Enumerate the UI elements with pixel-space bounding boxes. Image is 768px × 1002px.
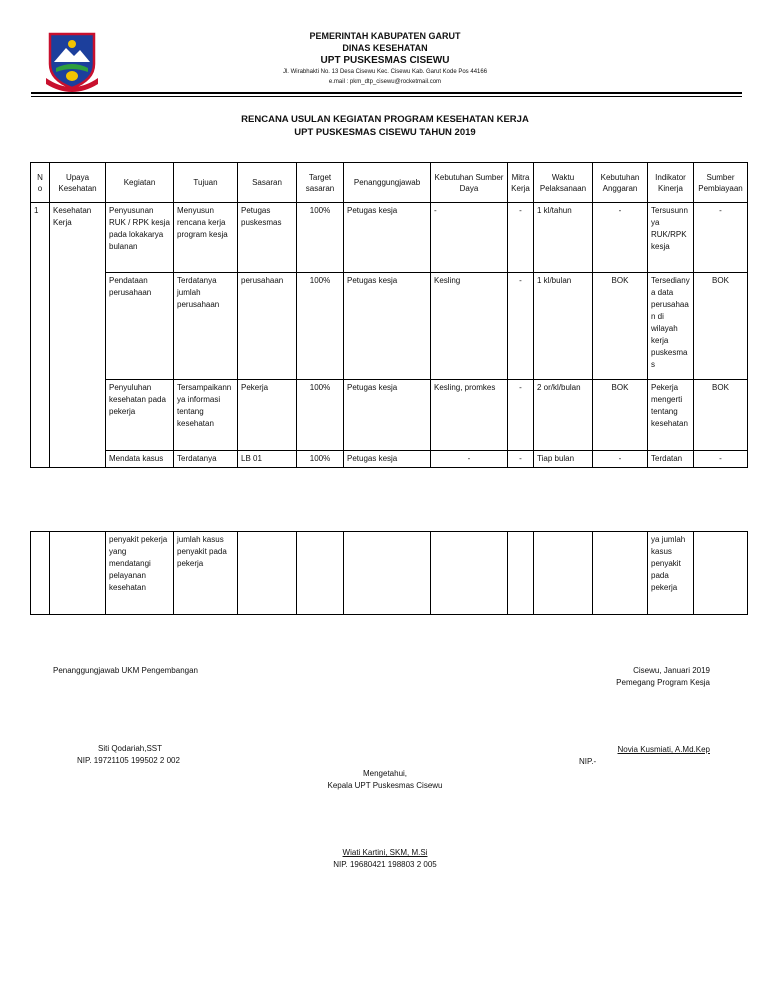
letterhead-line-1: PEMERINTAH KABUPATEN GARUT [309, 31, 461, 41]
header-no: N o [31, 163, 50, 203]
cell-tujuan: Tersampaikannya informasi tentang kesehatan [174, 380, 238, 451]
left-signer-name: Siti Qodariah,SST [98, 744, 163, 753]
garut-regency-logo [44, 30, 100, 92]
cell-sasaran: LB 01 [238, 451, 297, 468]
cell-pembiayaan: BOK [694, 273, 748, 380]
center-signer-name: Wiati Kartini, SKM, M.Si [342, 848, 428, 857]
header-pembiayaan: Sumber Pembiayaan [694, 163, 748, 203]
header-sasaran: Sasaran [238, 163, 297, 203]
table-row [31, 532, 748, 615]
cell-waktu: 1 kl/bulan [534, 273, 593, 380]
cell-no: 1 [31, 203, 50, 468]
center-signer-role: Kepala UPT Puskesmas Cisewu [327, 781, 443, 790]
right-signer-nip: NIP.- [579, 757, 597, 766]
cell-indikator: Tersedianya data perusahaan di wilayah kerja puskesmas [648, 273, 694, 380]
cell-anggaran: BOK [593, 273, 648, 380]
cell-sasaran: Pekerja [238, 380, 297, 451]
table-row [31, 380, 748, 451]
table-row [31, 203, 748, 273]
header-upaya: Upaya Kesehatan [50, 163, 106, 203]
cell-target: 100% [297, 273, 344, 380]
header-kegiatan: Kegiatan [106, 163, 174, 203]
header-indikator: Indikator Kinerja [648, 163, 694, 203]
cell-sasaran: Petugas puskesmas [238, 203, 297, 273]
cell-sasaran: perusahaan [238, 273, 297, 380]
cell-anggaran: - [593, 203, 648, 273]
header-mitra: Mitra Kerja [508, 163, 534, 203]
right-signer-name: Novia Kusmiati, A.Md.Kep [617, 745, 710, 754]
cell-tujuan: jumlah kasus penyakit pada pekerja [174, 532, 238, 615]
cell-sumber-daya: - [431, 451, 508, 468]
table-row [31, 451, 748, 468]
letterhead-email: e.mail : pkm_dtp_cisewu@rocketmail.com [328, 79, 442, 85]
table-row [31, 273, 748, 380]
header-sumber-daya: Kebutuhan Sumber Daya [431, 163, 508, 203]
cell-target: 100% [297, 451, 344, 468]
cell-mitra: - [508, 273, 534, 380]
letterhead-rule-thin [31, 96, 742, 97]
header-target: Target sasaran [297, 163, 344, 203]
cell-mitra: - [508, 451, 534, 468]
cell-penanggungjawab: Petugas kesja [344, 203, 431, 273]
cell-target: 100% [297, 203, 344, 273]
cell-target: 100% [297, 380, 344, 451]
cell-indikator: Tersusunnya RUK/RPK kesja [648, 203, 694, 273]
cell-tujuan: Terdatanya jumlah perusahaan [174, 273, 238, 380]
header-penanggungjawab: Penanggungjawab [344, 163, 431, 203]
right-signer-role: Pemegang Program Kesja [616, 678, 710, 687]
cell-tujuan: Terdatanya [174, 451, 238, 468]
letterhead-line-3: UPT PUSKESMAS CISEWU [320, 55, 450, 66]
cell-waktu: 1 kl/tahun [534, 203, 593, 273]
cell-pembiayaan: BOK [694, 380, 748, 451]
header-tujuan: Tujuan [174, 163, 238, 203]
cell-penanggungjawab: Petugas kesja [344, 380, 431, 451]
cell-penanggungjawab: Petugas kesja [344, 451, 431, 468]
activity-plan-table [30, 162, 748, 468]
cell-anggaran: BOK [593, 380, 648, 451]
cell-mitra: - [508, 380, 534, 451]
cell-kegiatan: Penyusunan RUK / RPK kesja pada lokakarya bulanan [106, 203, 174, 273]
letterhead-rule-thick [31, 92, 742, 94]
cell-waktu: Tiap bulan [534, 451, 593, 468]
cell-pembiayaan: - [694, 451, 748, 468]
cell-sumber-daya: Kesling [431, 273, 508, 380]
header-anggaran: Kebutuhan Anggaran [593, 163, 648, 203]
document-title: RENCANA USULAN KEGIATAN PROGRAM KESEHATAN KERJA [241, 114, 529, 125]
cell-sumber-daya: Kesling, promkes [431, 380, 508, 451]
document-subtitle: UPT PUSKESMAS CISEWU TAHUN 2019 [294, 127, 476, 138]
cell-upaya: Kesehatan Kerja [50, 203, 106, 468]
acknowledgement-label: Mengetahui, [362, 769, 408, 778]
table-header-row [31, 163, 748, 203]
cell-indikator: Terdatan [648, 451, 694, 468]
letterhead-address: Jl. Wirabhakti No. 13 Desa Cisewu Kec. Cisewu Kab. Garut Kode Pos 44166 [282, 69, 488, 75]
cell-sumber-daya: - [431, 203, 508, 273]
center-signer-nip: NIP. 19680421 198803 2 005 [333, 860, 437, 869]
cell-waktu: 2 or/kl/bulan [534, 380, 593, 451]
cell-indikator: Pekerja mengerti tentang kesehatan [648, 380, 694, 451]
cell-pembiayaan: - [694, 203, 748, 273]
letterhead-line-2: DINAS KESEHATAN [342, 43, 428, 53]
cell-kegiatan: Pendataan perusahaan [106, 273, 174, 380]
continuation-table [30, 531, 748, 615]
cell-penanggungjawab: Petugas kesja [344, 273, 431, 380]
cell-indikator: ya jumlah kasus penyakit pada pekerja [648, 532, 694, 615]
cell-anggaran: - [593, 451, 648, 468]
left-signer-role: Penanggungjawab UKM Pengembangan [53, 666, 198, 675]
header-waktu: Waktu Pelaksanaan [534, 163, 593, 203]
left-signer-nip: NIP. 19721105 199502 2 002 [77, 756, 180, 765]
cell-kegiatan: penyakit pekerja yang mendatangi pelayanan kesehatan [106, 532, 174, 615]
cell-mitra: - [508, 203, 534, 273]
cell-kegiatan: Penyuluhan kesehatan pada pekerja [106, 380, 174, 451]
cell-tujuan: Menyusun rencana kerja program kesja [174, 203, 238, 273]
cell-kegiatan: Mendata kasus [106, 451, 174, 468]
place-date: Cisewu, Januari 2019 [633, 666, 710, 675]
